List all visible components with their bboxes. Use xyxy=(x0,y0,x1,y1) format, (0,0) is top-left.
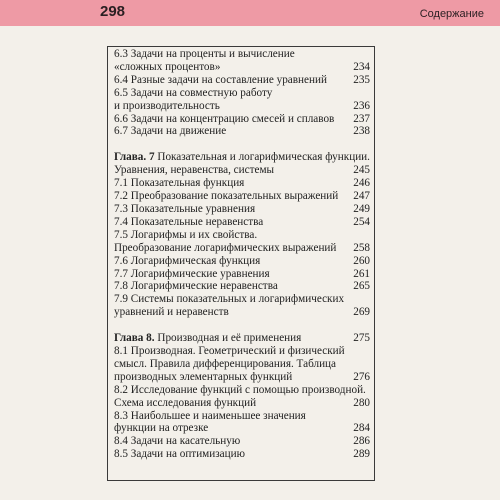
toc-entry-text: 7.4 Показательные неравенства xyxy=(114,215,264,228)
toc-entry-line xyxy=(114,384,370,397)
toc-page-number: 258 xyxy=(353,241,370,254)
toc-entry-text: уравнений и неравенств xyxy=(114,306,229,319)
toc-page-number: 269 xyxy=(353,306,370,319)
toc-page-number: 289 xyxy=(353,448,370,461)
toc-entry-line xyxy=(114,435,370,448)
chapter-label: Глава. 7 xyxy=(114,151,155,164)
toc-page-number: 275 xyxy=(353,332,370,345)
toc-page-number: 235 xyxy=(353,73,370,86)
toc-entry[interactable] xyxy=(114,229,370,255)
toc-entry-line xyxy=(114,151,370,164)
toc-entry-line xyxy=(114,229,370,242)
toc-entry-text: 7.9 Системы показательных и логарифмических xyxy=(114,293,345,306)
toc-entry-text: Показательная и логарифмическая функции. xyxy=(154,151,370,164)
toc-entry-line xyxy=(114,332,370,345)
toc-page-number: 260 xyxy=(353,254,370,267)
toc-entry[interactable] xyxy=(114,216,370,229)
toc-page-number: 276 xyxy=(353,370,370,383)
toc-page-number: 286 xyxy=(353,435,370,448)
toc-entry-text: 6.3 Задачи на проценты и вычисление xyxy=(114,48,295,60)
toc-entry-text: 7.7 Логарифмические уравнения xyxy=(114,267,270,280)
toc-entry-text: 8.1 Производная. Геометрический и физический xyxy=(114,345,345,358)
toc-entry-line xyxy=(114,190,370,203)
toc-entry-text: 7.1 Показательная функция xyxy=(114,177,245,190)
toc-entry[interactable] xyxy=(114,268,370,281)
toc-entry[interactable] xyxy=(114,293,370,319)
chapter-label: Глава 8. xyxy=(114,332,155,345)
toc-page-number: 247 xyxy=(353,190,370,203)
toc-entry-line xyxy=(114,397,370,410)
toc-page-number: 238 xyxy=(353,125,370,138)
toc-entry-line xyxy=(114,280,370,293)
toc-page-number: 284 xyxy=(353,422,370,435)
toc-entry-text: Производная и её применения xyxy=(154,332,302,345)
toc-entry-text: 7.3 Показательные уравнения xyxy=(114,202,256,215)
toc-page-number: 236 xyxy=(353,99,370,112)
toc-entry-line xyxy=(114,371,370,384)
toc-entry-line xyxy=(114,125,370,138)
toc-entry[interactable] xyxy=(114,48,370,74)
toc-entry[interactable] xyxy=(114,345,370,384)
toc-entry-text: 8.3 Наибольшее и наименьшее значения xyxy=(114,409,306,422)
toc-entry-text: 6.5 Задачи на совместную работу xyxy=(114,86,273,99)
toc-entry[interactable] xyxy=(114,177,370,190)
toc-entry-text: «сложных процентов» xyxy=(114,60,221,73)
toc-entry-line xyxy=(114,100,370,113)
toc-entry-line xyxy=(114,422,370,435)
toc-entry-line xyxy=(114,255,370,268)
toc-entry-line xyxy=(114,448,370,461)
toc-entry[interactable] xyxy=(114,74,370,87)
toc-entry-line xyxy=(114,242,370,255)
toc-page-number: 261 xyxy=(353,267,370,280)
toc-entry-text: смысл. Правила дифференцирования. Таблица xyxy=(114,357,337,370)
table-of-contents xyxy=(114,48,370,461)
toc-entry[interactable] xyxy=(114,190,370,203)
toc-entry-text: 7.8 Логарифмические неравенства xyxy=(114,280,278,293)
toc-entry-line xyxy=(114,345,370,358)
toc-entry[interactable] xyxy=(114,203,370,216)
toc-entry-line xyxy=(114,216,370,229)
toc-entry-text: 8.5 Задачи на оптимизацию xyxy=(114,448,245,461)
toc-entry-line xyxy=(114,74,370,87)
toc-page-number: 265 xyxy=(353,280,370,293)
toc-entry-text: 7.5 Логарифмы и их свойства. xyxy=(114,228,258,241)
toc-entry-line xyxy=(114,293,370,306)
toc-entry[interactable] xyxy=(114,87,370,113)
toc-page-number: 234 xyxy=(353,60,370,73)
toc-entry[interactable] xyxy=(114,448,370,461)
toc-page-number: 249 xyxy=(353,202,370,215)
toc-entry[interactable] xyxy=(114,384,370,410)
page-number: 298 xyxy=(100,3,126,20)
section-title: Содержание xyxy=(419,8,484,20)
toc-entry-line xyxy=(114,306,370,319)
toc-entry[interactable] xyxy=(114,410,370,436)
toc-entry-text: 7.6 Логарифмическая функция xyxy=(114,254,261,267)
toc-entry-line xyxy=(114,410,370,423)
toc-entry-text: и производительность xyxy=(114,99,220,112)
toc-entry-text: Схема исследования функций xyxy=(114,396,257,409)
toc-entry-text: 6.6 Задачи на концентрацию смесей и сплавов xyxy=(114,112,335,125)
toc-page-number: 237 xyxy=(353,112,370,125)
toc-entry-line xyxy=(114,113,370,126)
toc-page-number: 246 xyxy=(353,177,370,190)
toc-entry-line xyxy=(114,203,370,216)
toc-entry-text: 6.7 Задачи на движение xyxy=(114,125,227,138)
toc-entry-line xyxy=(114,48,370,61)
toc-entry-text: Преобразование логарифмических выражений xyxy=(114,241,337,254)
toc-entry[interactable] xyxy=(114,113,370,126)
toc-entry[interactable] xyxy=(114,125,370,138)
toc-chapter-entry[interactable] xyxy=(114,151,370,177)
toc-entry-text: 7.2 Преобразование показательных выражений xyxy=(114,190,339,203)
toc-entry-line xyxy=(114,358,370,371)
toc-entry-text: 6.4 Разные задачи на составление уравнений xyxy=(114,73,327,86)
toc-entry[interactable] xyxy=(114,435,370,448)
toc-entry[interactable] xyxy=(114,280,370,293)
toc-entry-line xyxy=(114,61,370,74)
toc-entry-line xyxy=(114,177,370,190)
toc-page-number: 245 xyxy=(353,164,370,177)
toc-entry-line xyxy=(114,268,370,281)
toc-entry-line xyxy=(114,164,370,177)
toc-entry-text: функции на отрезке xyxy=(114,422,209,435)
toc-entry-line xyxy=(114,87,370,100)
toc-entry-text: 8.4 Задачи на касательную xyxy=(114,435,241,448)
toc-page-number: 254 xyxy=(353,215,370,228)
toc-entry-text: Уравнения, неравенства, системы xyxy=(114,164,275,177)
toc-entry-text: 8.2 Исследование функций с помощью производной. xyxy=(114,383,366,396)
toc-chapter-entry[interactable] xyxy=(114,332,370,345)
page-header xyxy=(0,0,500,26)
toc-entry-text: производных элементарных функций xyxy=(114,370,293,383)
toc-entry[interactable] xyxy=(114,255,370,268)
toc-page-number: 280 xyxy=(353,396,370,409)
